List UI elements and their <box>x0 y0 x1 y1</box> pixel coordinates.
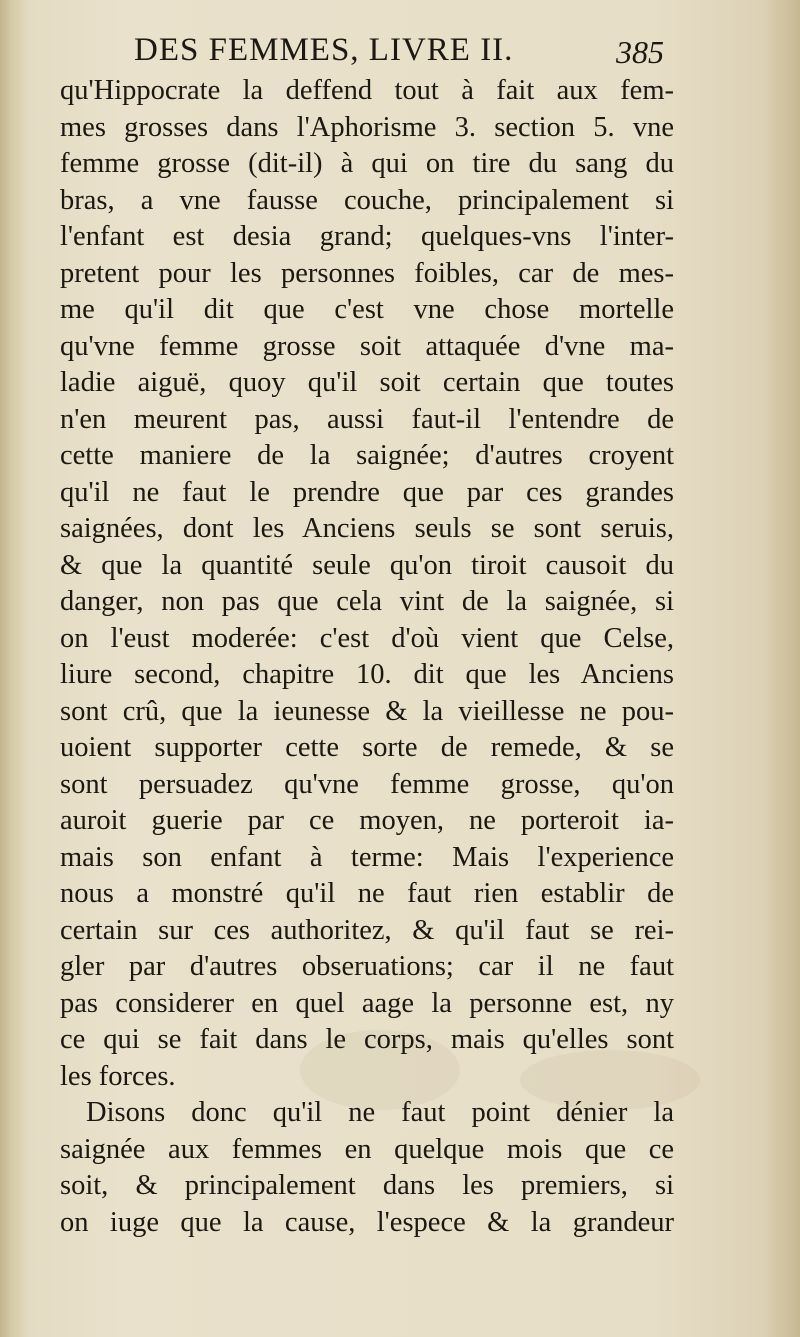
text-line: nous a monstré qu'il ne faut rien establir de <box>60 878 674 909</box>
running-header: DES FEMMES, LIVRE II. <box>134 32 514 68</box>
text-line: ladie aiguë, quoy qu'il soit certain que toutes <box>60 367 674 398</box>
text-line: certain sur ces authoritez, & qu'il faut se rei- <box>60 914 674 946</box>
text-line: & que la quantité seule qu'on tiroit causoit du <box>60 549 674 581</box>
text-line: uoient supporter cette sorte de remede, & se <box>60 732 674 763</box>
page-number: 385 <box>616 34 664 70</box>
text-line: n'en meurent pas, aussi faut-il l'entendre de <box>60 403 674 435</box>
text-line: l'enfant est desia grand; quelques-vns l'inter- <box>60 221 674 252</box>
text-line: auroit guerie par ce moyen, ne porteroit ia- <box>60 805 674 836</box>
page-edge-shadow <box>766 0 800 1337</box>
text-line: ce qui se fait dans le corps, mais qu'elles sont <box>60 1024 674 1055</box>
text-line-paragraph-start: Disons donc qu'il ne faut point dénier la <box>86 1097 674 1128</box>
text-line: sont persuadez qu'vne femme grosse, qu'on <box>60 768 674 800</box>
text-line: pas considerer en quel aage la personne est, ny <box>60 987 674 1019</box>
text-line: saignée aux femmes en quelque mois que ce <box>60 1133 674 1165</box>
text-line: mais son enfant à terme: Mais l'experience <box>60 841 674 873</box>
text-line: gler par d'autres obseruations; car il ne faut <box>60 951 674 982</box>
text-line: qu'Hippocrate la deffend tout à fait aux fem- <box>60 75 674 106</box>
text-line: cette maniere de la saignée; d'autres croyent <box>60 440 674 471</box>
text-line: on l'eust moderée: c'est d'où vient que Celse, <box>60 622 674 654</box>
text-line: liure second, chapitre 10. dit que les Anciens <box>60 659 674 690</box>
text-line: danger, non pas que cela vint de la saignée, si <box>60 586 674 617</box>
text-line: qu'vne femme grosse soit attaquée d'vne ma- <box>60 330 674 362</box>
text-line: mes grosses dans l'Aphorisme 3. section 5. vne <box>60 111 674 143</box>
text-line: femme grosse (dit-il) à qui on tire du sang du <box>60 148 674 179</box>
text-line: soit, & principalement dans les premiers, si <box>60 1170 674 1201</box>
text-line: saignées, dont les Anciens seuls se sont seruis, <box>60 513 674 544</box>
text-line: me qu'il dit que c'est vne chose mortelle <box>60 294 674 325</box>
text-line: qu'il ne faut le prendre que par ces grandes <box>60 476 674 508</box>
text-line-paragraph-end: les forces. <box>60 1060 176 1092</box>
page-gutter-shadow <box>0 0 26 1337</box>
text-line: sont crû, que la ieunesse & la vieillesse ne pou- <box>60 695 674 727</box>
body-text <box>60 73 674 1241</box>
text-line: bras, a vne fausse couche, principalement si <box>60 184 674 216</box>
text-line: pretent pour les personnes foibles, car de mes- <box>60 257 674 289</box>
text-line: on iuge que la cause, l'espece & la grandeur <box>60 1206 674 1238</box>
